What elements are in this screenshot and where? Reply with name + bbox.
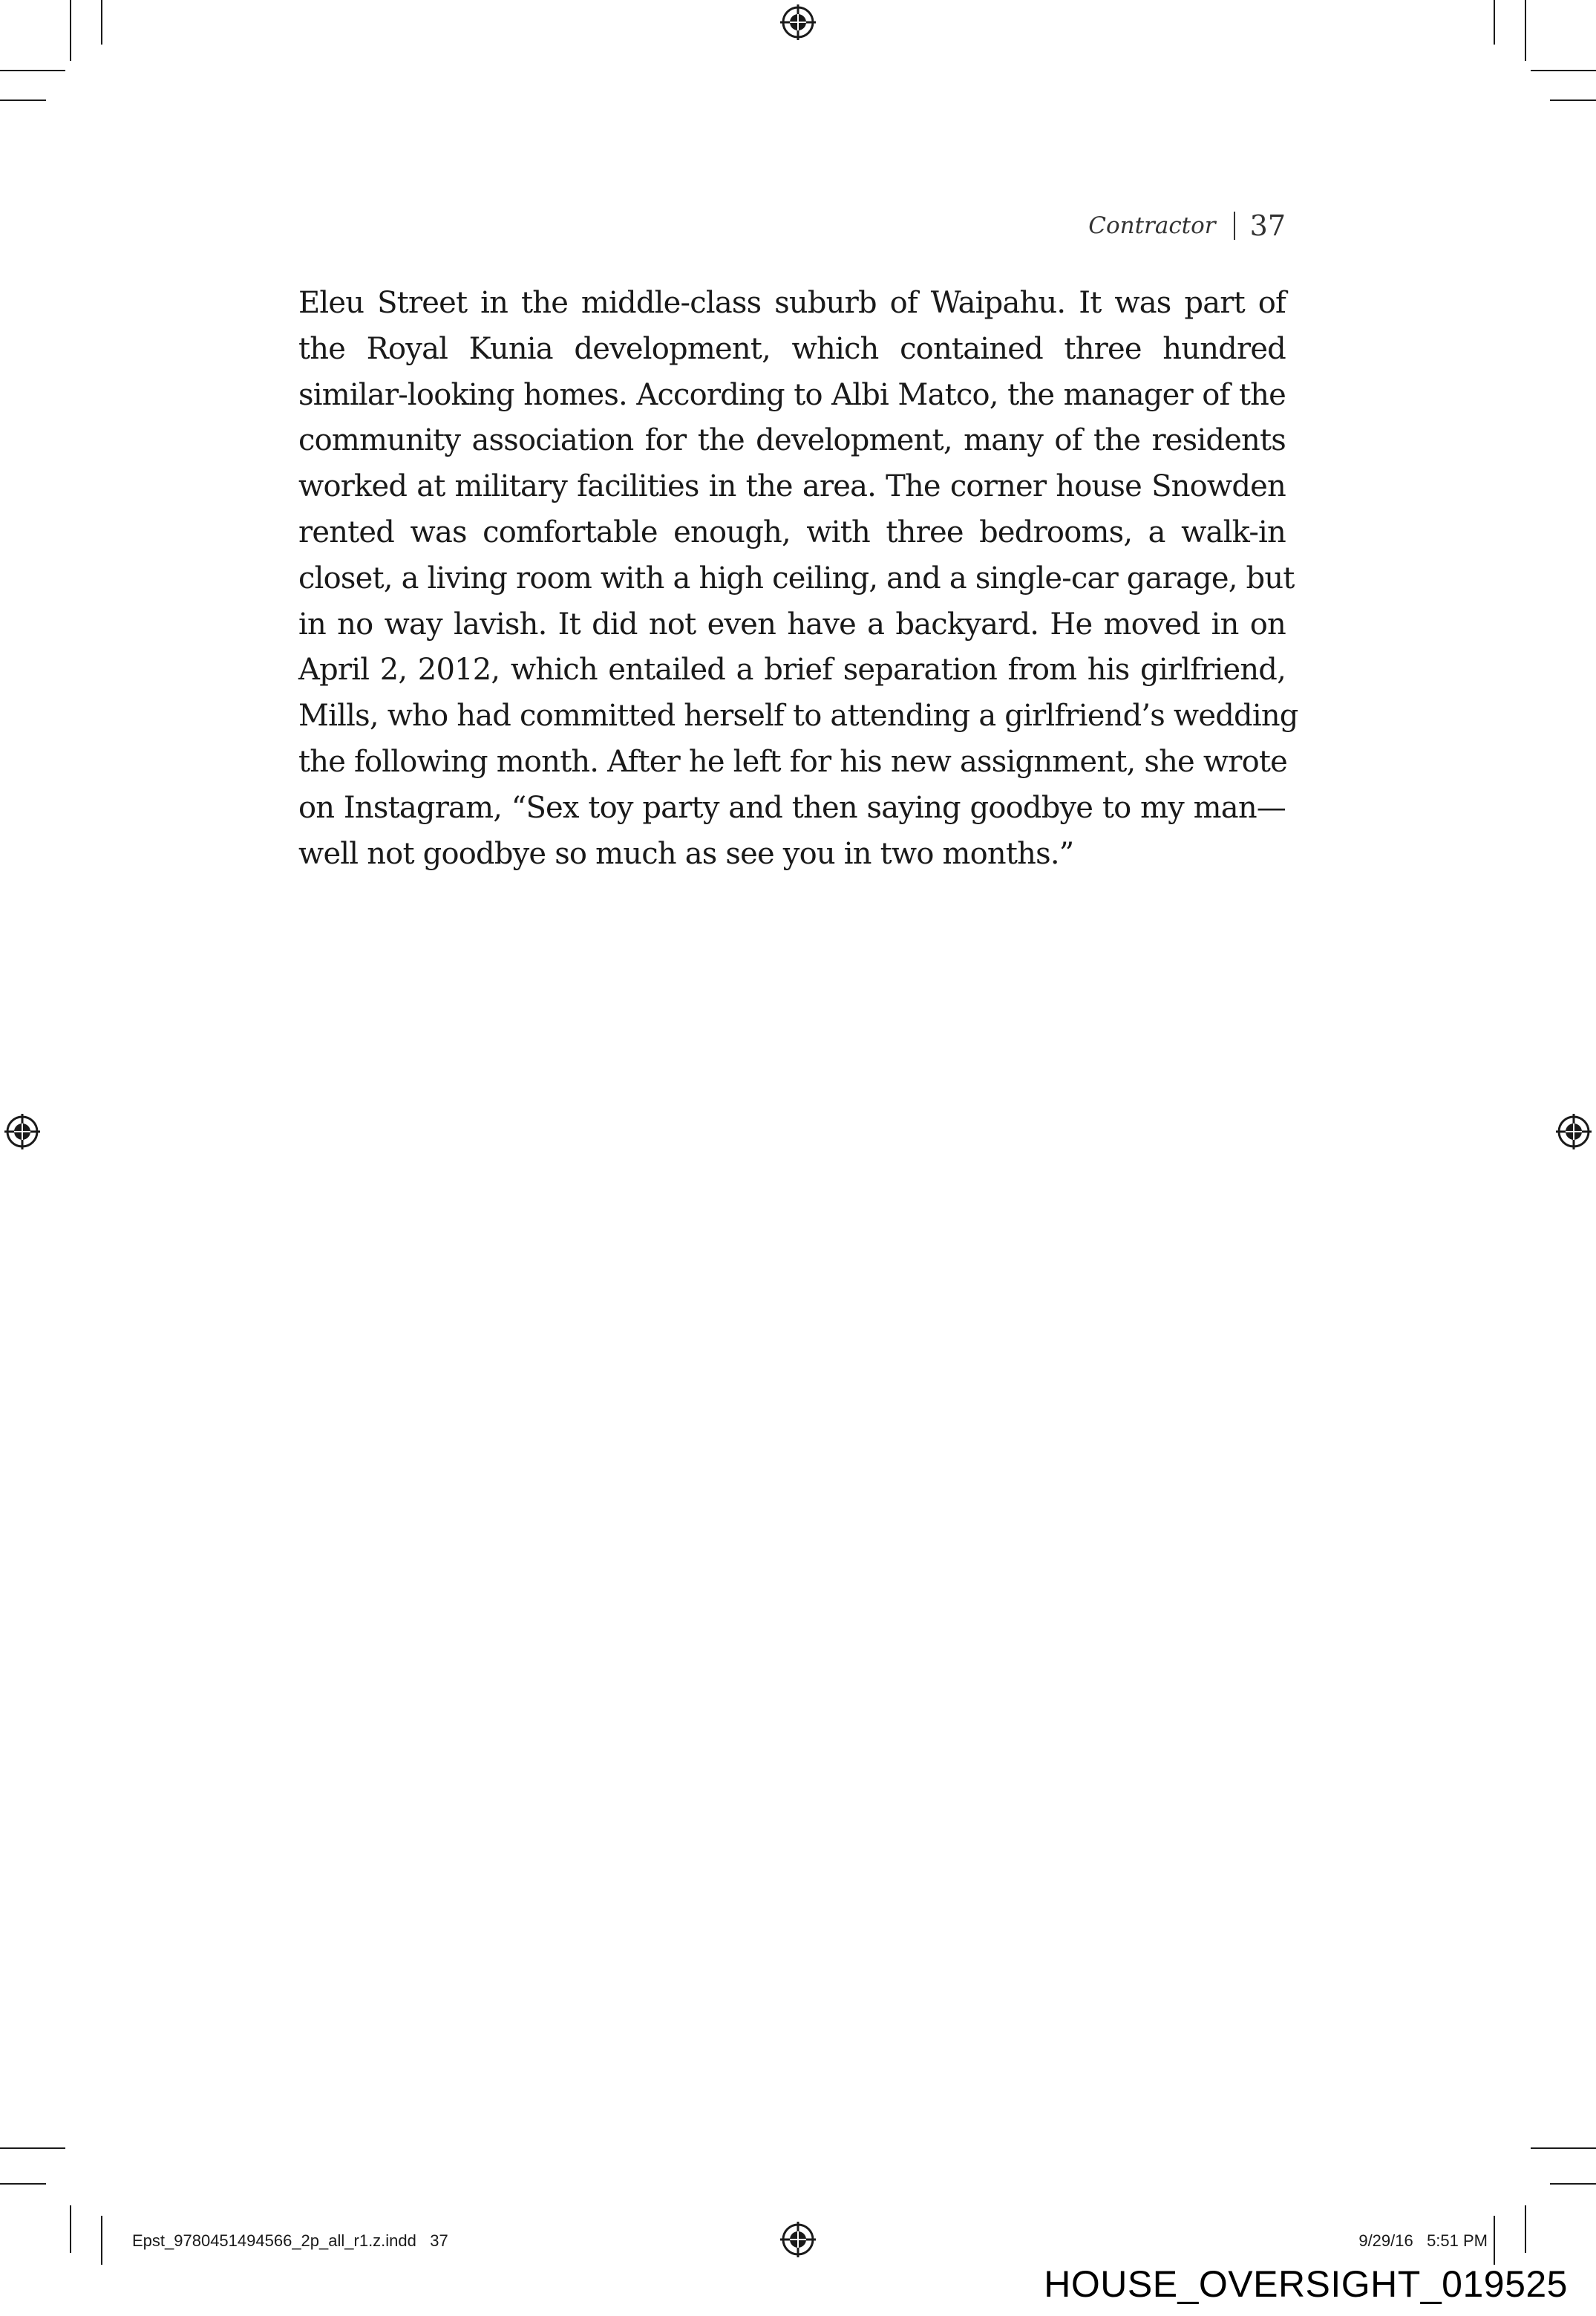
registration-mark-icon	[1556, 1114, 1592, 1149]
crop-mark	[1550, 100, 1596, 101]
text-line: on Instagram, “Sex toy party and then saying goodbye to my man—	[298, 790, 1286, 825]
slug-file-name: Epst_9780451494566_2p_all_r1.z.indd 37	[132, 2231, 448, 2250]
text-line: rented was comfortable enough, with three bedrooms, a walk-in	[298, 515, 1286, 549]
body-paragraph	[298, 281, 1298, 877]
text-line: Eleu Street in the middle-class suburb of Waipahu. It was part of	[298, 286, 1286, 320]
running-head-divider	[1234, 212, 1235, 240]
registration-mark-icon	[4, 1114, 40, 1149]
text-line: April 2, 2012, which entailed a brief separation from his girlfriend,	[298, 653, 1286, 688]
text-line: in no way lavish. It did not even have a backyard. He moved in on	[298, 607, 1286, 642]
crop-mark	[101, 0, 102, 45]
text-line: community association for the development, many of the residents	[298, 423, 1286, 458]
crop-mark	[1494, 2216, 1495, 2265]
crop-mark	[70, 0, 71, 61]
crop-mark	[1531, 70, 1596, 71]
page-number: 37	[1249, 209, 1286, 242]
text-line: the following month. After he left for his new assignment, she wrote	[298, 744, 1288, 779]
running-head	[1088, 209, 1286, 242]
text-line: worked at military facilities in the area. The corner house Snowden	[298, 469, 1286, 504]
crop-mark	[0, 70, 65, 71]
running-head-title: Contractor	[1088, 212, 1216, 239]
bates-stamp: HOUSE_OVERSIGHT_019525	[1044, 2263, 1568, 2305]
text-line: Mills, who had committed herself to attending a girlfriend’s wedding	[298, 699, 1298, 734]
crop-mark	[0, 2147, 65, 2149]
text-line: the Royal Kunia development, which contained three hundred	[298, 331, 1286, 366]
slug-timestamp: 9/29/16 5:51 PM	[1358, 2231, 1488, 2250]
registration-mark-icon	[780, 2222, 816, 2257]
crop-mark	[101, 2216, 102, 2265]
registration-mark-icon	[780, 4, 816, 40]
crop-mark	[1531, 2147, 1596, 2149]
crop-mark	[0, 2183, 46, 2185]
crop-mark	[1494, 0, 1495, 45]
crop-mark	[1525, 2205, 1526, 2253]
crop-mark	[70, 2205, 71, 2253]
crop-mark	[1525, 0, 1526, 61]
text-line: similar-looking homes. According to Albi Matco, the manager of the	[298, 377, 1286, 412]
text-line: well not goodbye so much as see you in two months.”	[298, 836, 1074, 871]
crop-mark	[1550, 2183, 1596, 2185]
text-line: closet, a living room with a high ceiling, and a single-car garage, but	[298, 561, 1295, 596]
crop-mark	[0, 100, 46, 101]
